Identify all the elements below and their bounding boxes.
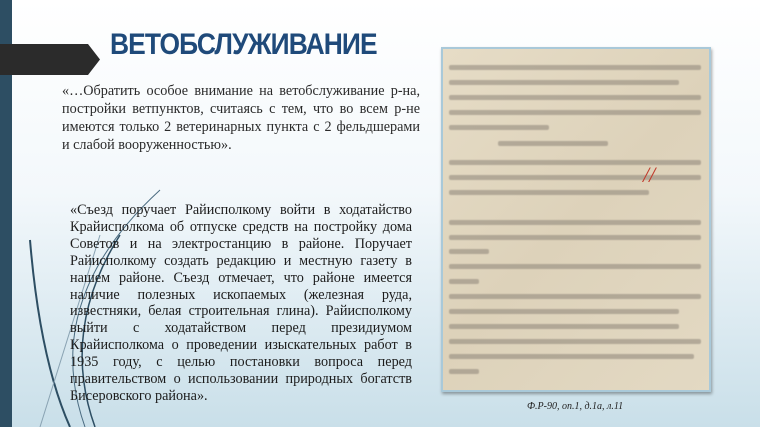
archive-document-image: // (441, 47, 711, 392)
title-arrow-shape (0, 44, 100, 75)
slide-title: ВЕТОБСЛУЖИВАНИЕ (110, 28, 377, 61)
quote-veterinary: «…Обратить особое внимание на ветобслуживание р-на, постройки ветпунктов, считаясь с тем, что во всем р-не имеются только 2 ветеринарных пункта с 2 фельдшерами и слабой вооруженностью». (62, 83, 420, 153)
archive-caption: Ф.Р-90, оп.1, д.1а, л.11 (527, 401, 624, 412)
quote-congress: «Съезд поручает Райисполкому войти в ходатайство Крайисполкома об отпуске средств на постройку дома Советов и на электростанцию в районе. Поручает Райисполкому создать редакцию и местную газету в нашем районе. Съезд отмечает, что районе имеется наличие полезных ископаемых (железная руда, известняки, белая строительная глина). Райисполкому выйти с ходатайством перед президиумом Крайисполкома о проведении изыскательных работ в 1935 году, с целью постановки вопроса перед правительством о использовании природных богатств Бисеровского района». (70, 202, 412, 404)
